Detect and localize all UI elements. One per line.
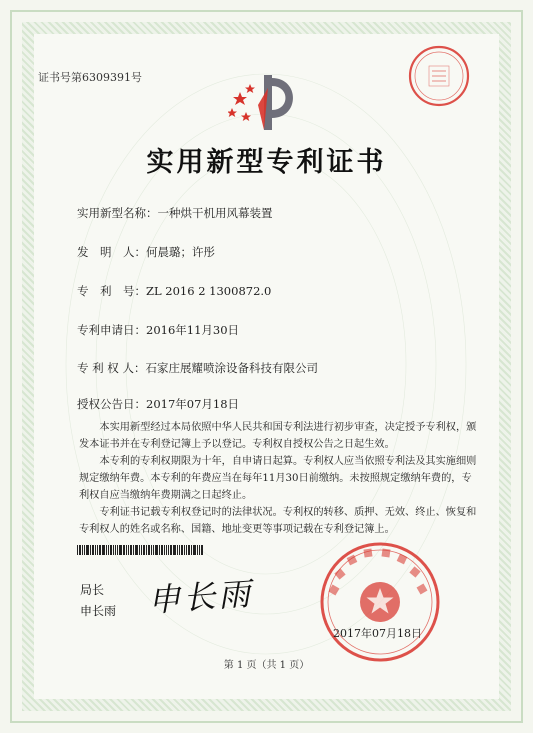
patent-office-logo-icon <box>228 70 308 140</box>
barcode-bar <box>130 545 132 555</box>
barcode-bar <box>161 545 163 555</box>
barcode <box>77 545 297 555</box>
field-row-grant-date <box>77 396 239 412</box>
barcode-bar <box>155 545 158 555</box>
barcode-bar <box>128 545 129 555</box>
barcode-bar <box>77 545 78 555</box>
barcode-bar <box>123 545 125 555</box>
barcode-bar <box>177 545 178 555</box>
barcode-bar <box>99 545 101 555</box>
barcode-bar <box>173 545 176 555</box>
barcode-bar <box>119 545 122 555</box>
barcode-bar <box>168 545 169 555</box>
barcode-bar <box>102 545 105 555</box>
barcode-bar <box>110 545 112 555</box>
barcode-bar <box>153 545 154 555</box>
certificate-number: 证书号第6309391号 <box>38 71 142 84</box>
barcode-bar <box>92 545 94 555</box>
barcode-bar <box>115 545 116 555</box>
field-row-patent-number <box>77 283 271 299</box>
body-paragraph: 专利证书记载专利权登记时的法律状况。专利权的转移、质押、无效、终止、恢复和专利权人的姓名或名称、国籍、地址变更等事项记载在专利登记簿上。 <box>79 507 477 535</box>
field-label: 专 利 权 人： <box>77 361 146 375</box>
barcode-bar <box>186 545 187 555</box>
barcode-bar <box>106 545 107 555</box>
page-number: 第 1 页（共 1 页） <box>223 660 310 671</box>
field-row-inventor <box>77 244 215 260</box>
barcode-bar <box>95 545 96 555</box>
barcode-bar <box>184 545 185 555</box>
barcode-bar <box>97 545 98 555</box>
handwritten-signature: 申长雨 <box>146 574 255 620</box>
barcode-bar <box>143 545 145 555</box>
barcode-bar <box>117 545 118 555</box>
field-label: 发 明 人： <box>77 245 146 259</box>
barcode-bar <box>146 545 147 555</box>
barcode-bar <box>141 545 142 555</box>
barcode-bar <box>133 545 134 555</box>
barcode-bar <box>170 545 172 555</box>
barcode-bar <box>90 545 91 555</box>
barcode-bar <box>164 545 165 555</box>
barcode-bar <box>181 545 183 555</box>
signature-title: 局长 <box>80 583 105 597</box>
agency-stamp-icon <box>407 44 471 108</box>
field-value: 2016年11月30日 <box>146 323 240 337</box>
barcode-bar <box>126 545 127 555</box>
certificate-title: 实用新型专利证书 <box>146 147 387 178</box>
barcode-bar <box>148 545 150 555</box>
body-paragraph: 本专利的专利权期限为十年，自申请日起算。专利权人应当依照专利法及其实施细则规定缴纳年费。本专利的年费应当在每年11月30日前缴纳。未按照规定缴纳年费的，专利权自应当缴纳年费期满之日起终止。 <box>79 456 477 501</box>
barcode-bar <box>113 545 114 555</box>
certificate-body <box>79 419 479 538</box>
field-value: ZL 2016 2 1300872.0 <box>146 284 272 298</box>
field-value: 2017年07月18日 <box>146 397 240 411</box>
field-row-application-date <box>77 322 239 338</box>
field-row-patentee <box>77 360 318 376</box>
barcode-bar <box>84 545 85 555</box>
barcode-bar <box>197 545 198 555</box>
barcode-bar <box>159 545 160 555</box>
barcode-bar <box>86 545 89 555</box>
field-row-utility-model-name <box>77 205 273 221</box>
national-seal-icon <box>318 540 442 664</box>
barcode-bar <box>82 545 83 555</box>
signature-name: 申长雨 <box>80 604 117 618</box>
field-label: 专利申请日： <box>77 323 146 337</box>
barcode-bar <box>201 545 203 555</box>
field-value: 何晨璐；许彤 <box>146 245 215 259</box>
barcode-bar <box>79 545 81 555</box>
seal-date: 2017年07月18日 <box>333 627 422 640</box>
body-paragraph: 本实用新型经过本局依照中华人民共和国专利法进行初步审查，决定授予专利权，颁发本证书并在专利登记簿上予以登记。专利权自授权公告之日起生效。 <box>79 422 477 450</box>
barcode-bar <box>151 545 152 555</box>
field-label: 专 利 号： <box>77 284 146 298</box>
barcode-bar <box>193 545 196 555</box>
barcode-bar <box>166 545 167 555</box>
barcode-bar <box>108 545 109 555</box>
barcode-bar <box>199 545 200 555</box>
barcode-bar <box>179 545 180 555</box>
field-label: 实用新型名称： <box>77 206 158 220</box>
field-value: 一种烘干机用风幕装置 <box>157 206 273 220</box>
field-value: 石家庄展耀喷涂设备科技有限公司 <box>145 361 318 375</box>
barcode-bar <box>139 545 140 555</box>
barcode-bar <box>188 545 190 555</box>
barcode-bar <box>191 545 192 555</box>
barcode-bar <box>135 545 138 555</box>
field-label: 授权公告日： <box>77 397 146 411</box>
